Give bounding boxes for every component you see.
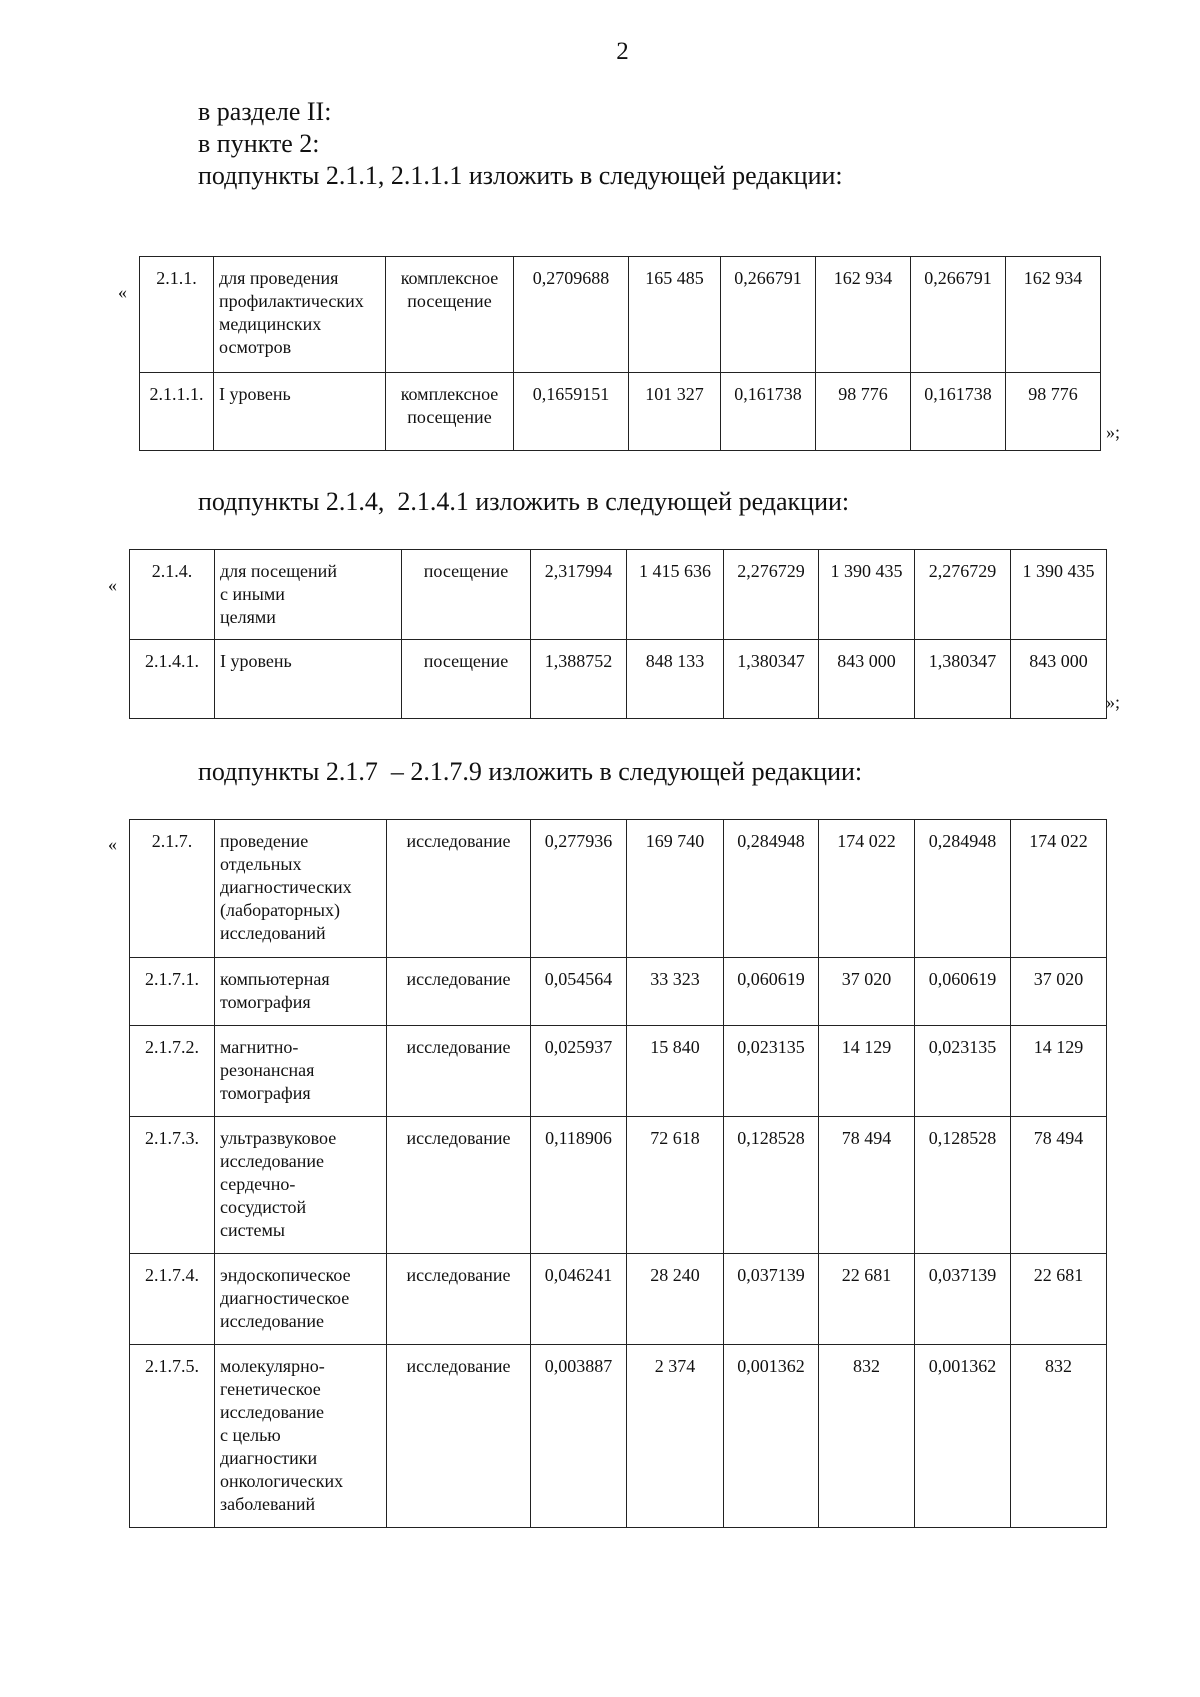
row-value-3: 0,037139 — [724, 1254, 819, 1345]
row-value-4: 832 — [819, 1345, 915, 1528]
row-name: компьютерная томография — [215, 958, 387, 1026]
table-row — [140, 373, 1101, 451]
row-value-6: 843 000 — [1011, 640, 1107, 719]
row-value-4: 22 681 — [819, 1254, 915, 1345]
row-value-6: 78 494 — [1011, 1117, 1107, 1254]
row-value-1: 0,054564 — [531, 958, 627, 1026]
row-number: 2.1.7.4. — [130, 1254, 215, 1345]
row-value-3: 0,266791 — [721, 257, 816, 373]
row-value-6: 98 776 — [1006, 373, 1101, 451]
row-value-1: 0,046241 — [531, 1254, 627, 1345]
row-value-5: 0,284948 — [915, 820, 1011, 958]
row-unit: комплексное посещение — [386, 257, 514, 373]
row-value-4: 98 776 — [816, 373, 911, 451]
row-value-1: 0,1659151 — [514, 373, 629, 451]
row-number: 2.1.7.2. — [130, 1026, 215, 1117]
row-value-5: 2,276729 — [915, 550, 1011, 640]
row-value-3: 2,276729 — [724, 550, 819, 640]
row-value-5: 0,266791 — [911, 257, 1006, 373]
row-unit: исследование — [387, 1345, 531, 1528]
row-value-2: 28 240 — [627, 1254, 724, 1345]
row-number: 2.1.7. — [130, 820, 215, 958]
row-value-3: 0,060619 — [724, 958, 819, 1026]
row-value-3: 1,380347 — [724, 640, 819, 719]
row-value-3: 0,128528 — [724, 1117, 819, 1254]
row-value-2: 165 485 — [629, 257, 721, 373]
table-row — [140, 257, 1101, 373]
row-value-1: 0,277936 — [531, 820, 627, 958]
row-value-5: 1,380347 — [915, 640, 1011, 719]
heading-subpoints-2-1-7: подпункты 2.1.7 – 2.1.7.9 изложить в следующей редакции: — [198, 757, 863, 786]
row-value-3: 0,001362 — [724, 1345, 819, 1528]
row-value-4: 162 934 — [816, 257, 911, 373]
row-value-4: 37 020 — [819, 958, 915, 1026]
page-number: 2 — [616, 38, 629, 65]
row-name: I уровень — [214, 373, 386, 451]
row-unit: исследование — [387, 1117, 531, 1254]
row-value-5: 0,161738 — [911, 373, 1006, 451]
row-unit: посещение — [402, 550, 531, 640]
row-unit: комплексное посещение — [386, 373, 514, 451]
row-number: 2.1.1. — [140, 257, 214, 373]
intro-block — [198, 96, 843, 192]
row-value-2: 1 415 636 — [627, 550, 724, 640]
row-number: 2.1.1.1. — [140, 373, 214, 451]
row-value-4: 1 390 435 — [819, 550, 915, 640]
row-value-5: 0,060619 — [915, 958, 1011, 1026]
table-row — [130, 1345, 1107, 1528]
row-value-1: 2,317994 — [531, 550, 627, 640]
row-value-6: 174 022 — [1011, 820, 1107, 958]
row-number: 2.1.7.1. — [130, 958, 215, 1026]
row-value-1: 0,118906 — [531, 1117, 627, 1254]
row-unit: посещение — [402, 640, 531, 719]
row-value-6: 832 — [1011, 1345, 1107, 1528]
row-name: проведение отдельных диагностических (лабораторных) исследований — [215, 820, 387, 958]
row-value-6: 14 129 — [1011, 1026, 1107, 1117]
row-value-2: 72 618 — [627, 1117, 724, 1254]
table-row — [130, 550, 1107, 640]
row-value-4: 78 494 — [819, 1117, 915, 1254]
row-name: магнитно- резонансная томография — [215, 1026, 387, 1117]
row-value-2: 33 323 — [627, 958, 724, 1026]
row-value-3: 0,023135 — [724, 1026, 819, 1117]
row-value-5: 0,001362 — [915, 1345, 1011, 1528]
table1-close-quote: »; — [1106, 422, 1121, 442]
table2 — [129, 549, 1107, 719]
row-number: 2.1.7.5. — [130, 1345, 215, 1528]
row-unit: исследование — [387, 1254, 531, 1345]
row-value-6: 162 934 — [1006, 257, 1101, 373]
row-value-3: 0,161738 — [721, 373, 816, 451]
table1 — [139, 256, 1101, 451]
table-row — [130, 640, 1107, 719]
row-number: 2.1.4.1. — [130, 640, 215, 719]
row-name: эндоскопическое диагностическое исследование — [215, 1254, 387, 1345]
table3 — [129, 819, 1107, 1528]
table-row — [130, 1026, 1107, 1117]
row-value-4: 843 000 — [819, 640, 915, 719]
row-value-2: 2 374 — [627, 1345, 724, 1528]
row-value-6: 22 681 — [1011, 1254, 1107, 1345]
row-value-3: 0,284948 — [724, 820, 819, 958]
intro-line-subpoints: подпункты 2.1.1, 2.1.1.1 изложить в следующей редакции: — [198, 161, 843, 190]
row-number: 2.1.4. — [130, 550, 215, 640]
row-value-2: 15 840 — [627, 1026, 724, 1117]
row-unit: исследование — [387, 1026, 531, 1117]
row-number: 2.1.7.3. — [130, 1117, 215, 1254]
table-row — [130, 958, 1107, 1026]
table-row — [130, 1117, 1107, 1254]
row-unit: исследование — [387, 820, 531, 958]
row-name: для проведения профилактических медицинских осмотров — [214, 257, 386, 373]
table3-open-quote: « — [108, 834, 117, 854]
table-row — [130, 1254, 1107, 1345]
row-value-5: 0,037139 — [915, 1254, 1011, 1345]
table2-close-quote: »; — [1106, 692, 1121, 712]
row-name: I уровень — [215, 640, 402, 719]
row-value-5: 0,128528 — [915, 1117, 1011, 1254]
table-row — [130, 820, 1107, 958]
row-name: молекулярно- генетическое исследование с целью диагностики онкологических заболеваний — [215, 1345, 387, 1528]
table2-open-quote: « — [108, 575, 117, 595]
row-value-2: 848 133 — [627, 640, 724, 719]
row-value-4: 14 129 — [819, 1026, 915, 1117]
row-value-2: 169 740 — [627, 820, 724, 958]
row-value-1: 0,2709688 — [514, 257, 629, 373]
row-value-5: 0,023135 — [915, 1026, 1011, 1117]
row-value-2: 101 327 — [629, 373, 721, 451]
row-value-6: 37 020 — [1011, 958, 1107, 1026]
heading-subpoints-2-1-4: подпункты 2.1.4, 2.1.4.1 изложить в следующей редакции: — [198, 487, 850, 516]
row-unit: исследование — [387, 958, 531, 1026]
row-value-6: 1 390 435 — [1011, 550, 1107, 640]
row-value-4: 174 022 — [819, 820, 915, 958]
row-value-1: 1,388752 — [531, 640, 627, 719]
table1-open-quote: « — [118, 282, 127, 302]
intro-line-point: в пункте 2: — [198, 129, 320, 158]
row-name: ультразвуковое исследование сердечно- сосудистой системы — [215, 1117, 387, 1254]
row-value-1: 0,025937 — [531, 1026, 627, 1117]
row-value-1: 0,003887 — [531, 1345, 627, 1528]
intro-line-section: в разделе II: — [198, 97, 332, 126]
row-name: для посещений с иными целями — [215, 550, 402, 640]
